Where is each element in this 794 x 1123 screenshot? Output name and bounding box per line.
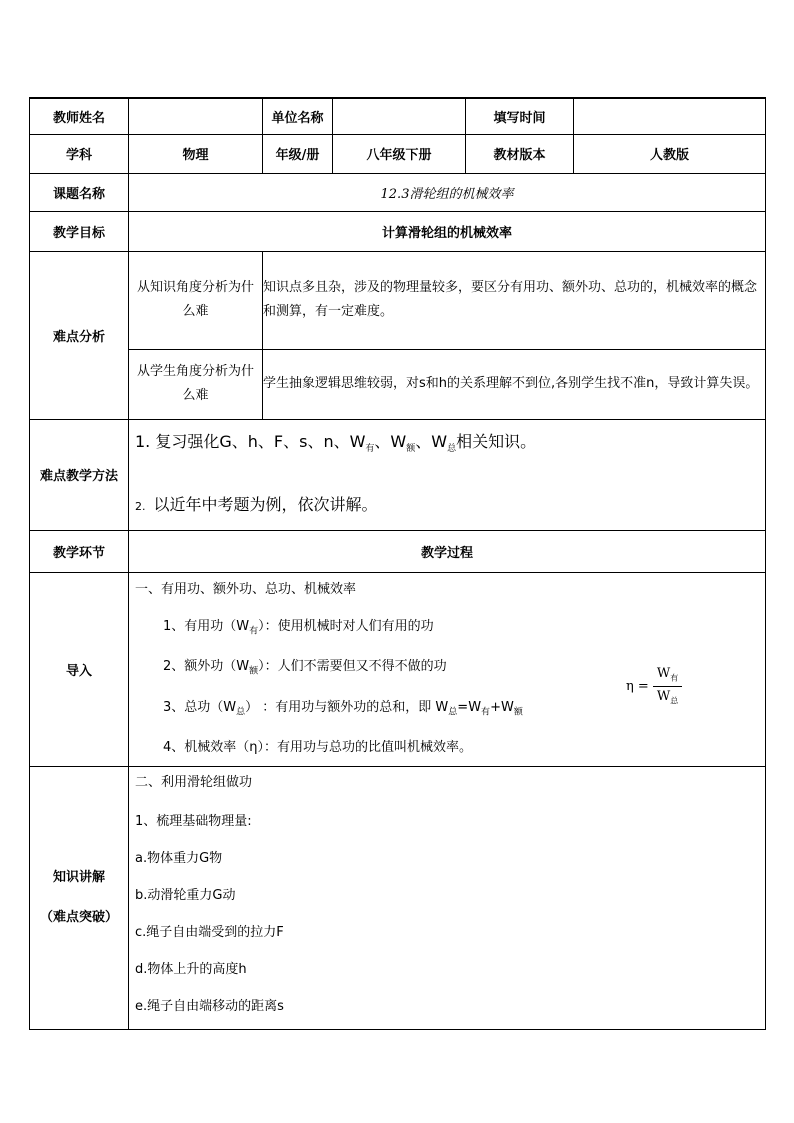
- method-content: [129, 419, 766, 530]
- method-line-2-text: 以近年中考题为例，依次讲解。: [153, 495, 378, 515]
- w-extra-sub: 额: [406, 444, 416, 455]
- method-row: [30, 419, 766, 530]
- process-label: 教学过程: [129, 530, 766, 572]
- topic-row: [30, 173, 766, 211]
- edition-value: 人教版: [574, 134, 766, 173]
- knowledge-angle-label: 从知识角度分析为什么难: [129, 251, 263, 349]
- difficulty-label: 难点分析: [30, 251, 129, 419]
- process-header-row: [30, 530, 766, 572]
- method-line-2: [129, 492, 765, 520]
- method-line-1: [129, 429, 765, 462]
- grade-label: 年级/册: [263, 134, 333, 173]
- w-useful-sub: 有: [365, 444, 375, 455]
- method-line-1-mid1: 、W: [374, 431, 407, 451]
- formula-fraction: [653, 666, 682, 706]
- knowledge-subheading: 1、梳理基础物理量:: [135, 814, 252, 830]
- intro-heading: 一、有用功、额外功、总功、机械效率: [135, 581, 357, 597]
- subject-label: 学科: [30, 134, 129, 173]
- knowledge-item: e.绳子自由端移动的距离s: [135, 999, 284, 1015]
- goal-row: [30, 211, 766, 251]
- difficulty-row-student: [30, 349, 766, 419]
- method-label: 难点教学方法: [30, 419, 129, 530]
- knowledge-item: d.物体上升的高度h: [135, 962, 247, 978]
- method-line-1-end: 相关知识。: [456, 431, 537, 451]
- intro-label: 导入: [30, 572, 129, 767]
- knowledge-heading: 二、利用滑轮组做功: [135, 775, 253, 791]
- knowledge-label-2: （难点突破）: [39, 910, 118, 926]
- method-line-1-mid2: 、W: [415, 431, 448, 451]
- intro-item-3: 3、总功$(W_总)$ ：有用功与额外功的总和，即 $W_总=W_有+W_额$: [163, 699, 523, 718]
- fill-date-label: 填写时间: [466, 98, 574, 134]
- method-line-1-num: 1.: [135, 431, 151, 451]
- w-total-sub: 总: [447, 444, 457, 455]
- method-line-2-num: 2.: [135, 500, 146, 514]
- goal-label: 教学目标: [30, 211, 129, 251]
- formula-denominator: $W_总$: [656, 688, 679, 706]
- knowledge-item: c.绳子自由端受到的拉力F: [135, 925, 284, 941]
- knowledge-item: b.动滑轮重力G动: [135, 888, 236, 904]
- knowledge-angle-text: 知识点多且杂，涉及的物理量较多，要区分有用功、额外功、总功的，机械效率的概念和测算，有一定难度。: [263, 251, 766, 349]
- knowledge-item: a.物体重力G物: [135, 851, 223, 867]
- goal-value: 计算滑轮组的机械效率: [129, 211, 766, 251]
- formula-numerator: $W_有$: [653, 666, 682, 687]
- student-angle-label: 从学生角度分析为什么难: [129, 349, 263, 419]
- formula-eta: η =: [626, 678, 649, 694]
- intro-item-1: 1、有用功$(W_有)$：使用机械时对人们有用的功: [163, 618, 434, 637]
- method-line-1-text: 复习强化G、h、F、s、n、W: [155, 431, 366, 451]
- teacher-name-label: 教师姓名: [30, 98, 129, 134]
- knowledge-row: [30, 767, 766, 1030]
- topic-value: 12.3滑轮组的机械效率: [129, 173, 766, 211]
- header-row: [30, 98, 766, 134]
- edition-label: 教材版本: [466, 134, 574, 173]
- intro-item-4: 4、机械效率（η）：有用功与总功的比值叫机械效率。: [163, 740, 473, 756]
- difficulty-row-knowledge: [30, 251, 766, 349]
- subject-value: 物理: [129, 134, 263, 173]
- knowledge-label-cell: [30, 767, 129, 1030]
- process-stage-label: 教学环节: [30, 530, 129, 572]
- efficiency-formula: [626, 666, 682, 706]
- intro-item-2: 2、额外功$(W_额)$：人们不需要但又不得不做的功: [163, 659, 447, 677]
- teacher-name-value: [129, 98, 263, 134]
- knowledge-label: 知识讲解: [52, 870, 105, 886]
- grade-value: 八年级下册: [333, 134, 466, 173]
- unit-name-value: [333, 98, 466, 134]
- lesson-plan-table: [29, 97, 766, 1030]
- student-angle-text: 学生抽象逻辑思维较弱，对s和h的关系理解不到位,各别学生找不准n，导致计算失误。: [263, 349, 766, 419]
- unit-name-label: 单位名称: [263, 98, 333, 134]
- topic-label: 课题名称: [30, 173, 129, 211]
- knowledge-content: [129, 767, 766, 1030]
- fill-date-value: [574, 98, 766, 134]
- info-row: [30, 134, 766, 173]
